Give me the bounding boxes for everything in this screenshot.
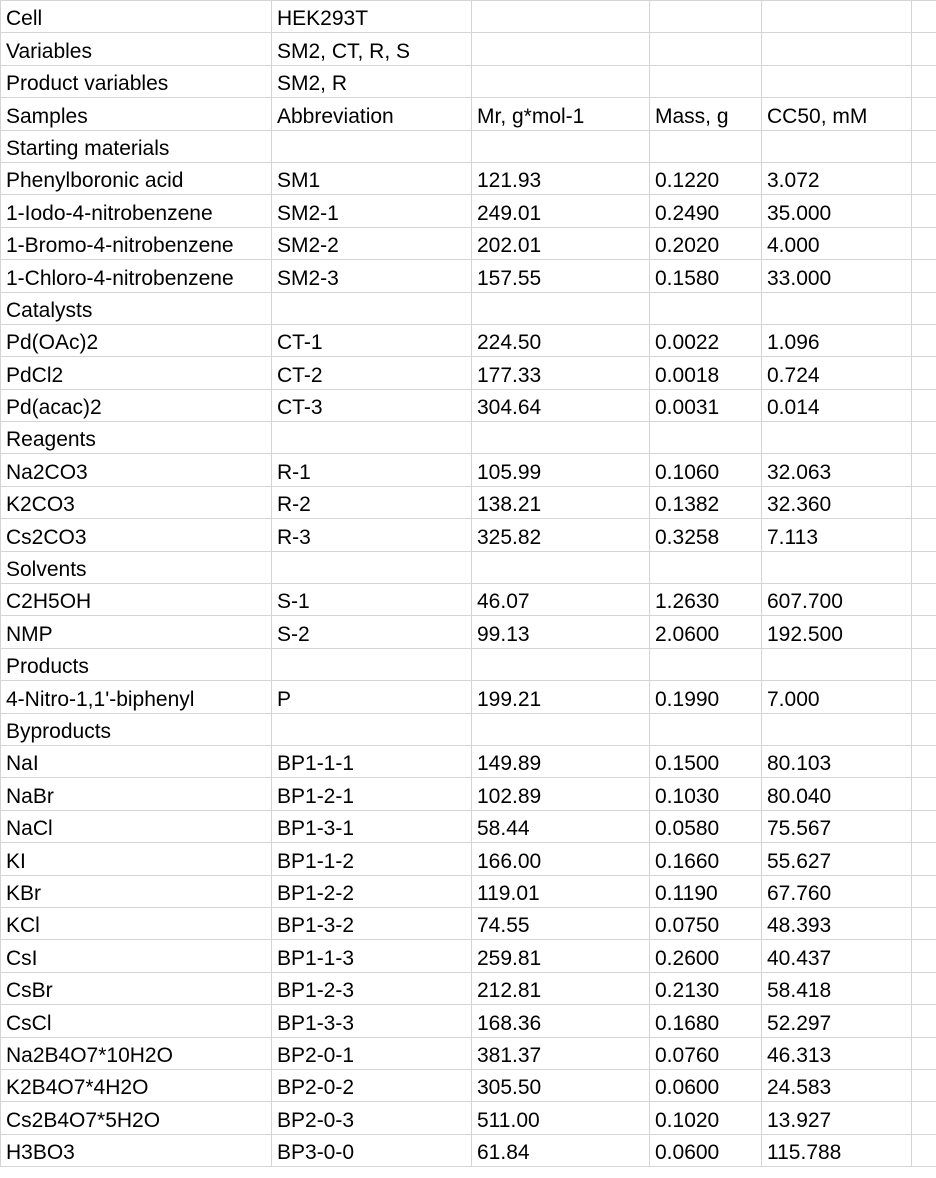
cell-extra[interactable] <box>912 907 936 939</box>
cell-molar-mass[interactable]: 119.01 <box>472 875 650 907</box>
cell-mass[interactable]: 0.2020 <box>650 227 762 259</box>
cell-cc50[interactable]: 52.297 <box>762 1005 912 1037</box>
cell-mass[interactable] <box>650 130 762 162</box>
cell-abbreviation[interactable]: SM2, R <box>272 65 472 97</box>
table-row <box>1 486 936 518</box>
cell-molar-mass[interactable] <box>472 551 650 583</box>
cell-molar-mass[interactable] <box>472 648 650 680</box>
cell-extra[interactable] <box>912 389 936 421</box>
cell-abbreviation[interactable]: SM2-3 <box>272 260 472 292</box>
cell-sample[interactable]: Catalysts <box>1 292 272 324</box>
cell-sample[interactable]: Cell <box>1 1 272 33</box>
cell-extra[interactable] <box>912 551 936 583</box>
cell-sample[interactable]: KI <box>1 843 272 875</box>
cell-cc50[interactable]: 80.103 <box>762 745 912 777</box>
table-row <box>1 130 936 162</box>
cell-molar-mass[interactable]: 157.55 <box>472 260 650 292</box>
cell-sample[interactable]: Byproducts <box>1 713 272 745</box>
cell-cc50[interactable]: 35.000 <box>762 195 912 227</box>
cell-mass[interactable]: 0.0750 <box>650 907 762 939</box>
cell-sample[interactable]: Na2B4O7*10H2O <box>1 1037 272 1069</box>
cell-cc50[interactable]: 115.788 <box>762 1134 912 1166</box>
cell-mass[interactable]: 0.3258 <box>650 519 762 551</box>
cell-molar-mass[interactable]: 212.81 <box>472 972 650 1004</box>
cell-sample[interactable]: K2B4O7*4H2O <box>1 1069 272 1101</box>
cell-mass[interactable] <box>650 648 762 680</box>
cell-abbreviation[interactable] <box>272 551 472 583</box>
table-row <box>1 1134 936 1166</box>
cell-mass[interactable]: 0.1680 <box>650 1005 762 1037</box>
cell-mass[interactable]: 0.2600 <box>650 940 762 972</box>
cell-abbreviation[interactable]: S-2 <box>272 616 472 648</box>
cell-sample[interactable]: 4-Nitro-1,1'-biphenyl <box>1 681 272 713</box>
cell-extra[interactable] <box>912 745 936 777</box>
table-row <box>1 745 936 777</box>
cell-mass[interactable]: 1.2630 <box>650 584 762 616</box>
cell-sample[interactable]: NMP <box>1 616 272 648</box>
cell-cc50[interactable] <box>762 713 912 745</box>
cell-cc50[interactable]: 55.627 <box>762 843 912 875</box>
cell-sample[interactable]: 1-Iodo-4-nitrobenzene <box>1 195 272 227</box>
cell-extra[interactable] <box>912 810 936 842</box>
cell-extra[interactable] <box>912 1102 936 1134</box>
cell-molar-mass[interactable] <box>472 65 650 97</box>
cell-cc50[interactable] <box>762 551 912 583</box>
cell-mass[interactable]: 0.1660 <box>650 843 762 875</box>
cell-cc50[interactable]: 46.313 <box>762 1037 912 1069</box>
cell-extra[interactable] <box>912 519 936 551</box>
cell-abbreviation[interactable]: BP1-2-3 <box>272 972 472 1004</box>
table-row <box>1 1005 936 1037</box>
cell-extra[interactable] <box>912 454 936 486</box>
table-row <box>1 519 936 551</box>
table-row <box>1 1069 936 1101</box>
cell-sample[interactable]: CsBr <box>1 972 272 1004</box>
cell-molar-mass[interactable]: 511.00 <box>472 1102 650 1134</box>
cell-extra[interactable] <box>912 65 936 97</box>
cell-sample[interactable]: NaCl <box>1 810 272 842</box>
cell-mass[interactable]: 0.0031 <box>650 389 762 421</box>
cell-extra[interactable] <box>912 875 936 907</box>
cell-mass[interactable]: 0.1990 <box>650 681 762 713</box>
cell-abbreviation[interactable]: R-1 <box>272 454 472 486</box>
cell-extra[interactable] <box>912 681 936 713</box>
cell-extra[interactable] <box>912 940 936 972</box>
cell-cc50[interactable]: 80.040 <box>762 778 912 810</box>
cell-mass[interactable] <box>650 713 762 745</box>
table-row <box>1 843 936 875</box>
cell-sample[interactable]: Pd(acac)2 <box>1 389 272 421</box>
cell-abbreviation[interactable]: BP2-0-3 <box>272 1102 472 1134</box>
cell-extra[interactable] <box>912 486 936 518</box>
cell-extra[interactable] <box>912 972 936 1004</box>
cell-abbreviation[interactable]: Abbreviation <box>272 98 472 130</box>
cell-mass[interactable]: 0.1500 <box>650 745 762 777</box>
cell-molar-mass[interactable]: Mr, g*mol-1 <box>472 98 650 130</box>
cell-abbreviation[interactable]: CT-2 <box>272 357 472 389</box>
cell-molar-mass[interactable]: 46.07 <box>472 584 650 616</box>
cell-extra[interactable] <box>912 357 936 389</box>
cell-cc50[interactable]: 1.096 <box>762 324 912 356</box>
cell-molar-mass[interactable] <box>472 1 650 33</box>
cell-mass[interactable]: 0.1020 <box>650 1102 762 1134</box>
cell-abbreviation[interactable] <box>272 713 472 745</box>
cell-sample[interactable]: NaI <box>1 745 272 777</box>
cell-molar-mass[interactable]: 249.01 <box>472 195 650 227</box>
table-row <box>1 324 936 356</box>
table-row <box>1 907 936 939</box>
cell-extra[interactable] <box>912 648 936 680</box>
cell-extra[interactable] <box>912 616 936 648</box>
cell-cc50[interactable]: 58.418 <box>762 972 912 1004</box>
cell-sample[interactable]: NaBr <box>1 778 272 810</box>
cell-mass[interactable] <box>650 33 762 65</box>
table-row <box>1 292 936 324</box>
cell-cc50[interactable]: 24.583 <box>762 1069 912 1101</box>
cell-molar-mass[interactable]: 121.93 <box>472 162 650 194</box>
cell-molar-mass[interactable]: 102.89 <box>472 778 650 810</box>
table-row <box>1 584 936 616</box>
cell-sample[interactable]: 1-Bromo-4-nitrobenzene <box>1 227 272 259</box>
cell-cc50[interactable] <box>762 65 912 97</box>
table-row <box>1 98 936 130</box>
cell-cc50[interactable] <box>762 292 912 324</box>
cell-molar-mass[interactable] <box>472 713 650 745</box>
cell-extra[interactable] <box>912 1037 936 1069</box>
cell-extra[interactable] <box>912 195 936 227</box>
cell-sample[interactable]: Solvents <box>1 551 272 583</box>
cell-molar-mass[interactable]: 149.89 <box>472 745 650 777</box>
cell-sample[interactable]: 1-Chloro-4-nitrobenzene <box>1 260 272 292</box>
table-row <box>1 551 936 583</box>
cell-mass[interactable]: 0.2490 <box>650 195 762 227</box>
cell-molar-mass[interactable]: 61.84 <box>472 1134 650 1166</box>
cell-mass[interactable] <box>650 1 762 33</box>
cell-abbreviation[interactable] <box>272 648 472 680</box>
cell-sample[interactable]: K2CO3 <box>1 486 272 518</box>
table-row <box>1 940 936 972</box>
cell-sample[interactable]: Na2CO3 <box>1 454 272 486</box>
cell-abbreviation[interactable]: P <box>272 681 472 713</box>
cell-extra[interactable] <box>912 292 936 324</box>
table-row <box>1 778 936 810</box>
cell-sample[interactable]: Pd(OAc)2 <box>1 324 272 356</box>
cell-abbreviation[interactable]: SM2, CT, R, S <box>272 33 472 65</box>
cell-molar-mass[interactable] <box>472 422 650 454</box>
cell-abbreviation[interactable]: BP3-0-0 <box>272 1134 472 1166</box>
cell-cc50[interactable]: 3.072 <box>762 162 912 194</box>
cell-sample[interactable]: Samples <box>1 98 272 130</box>
cell-molar-mass[interactable]: 259.81 <box>472 940 650 972</box>
cell-mass[interactable]: 0.0600 <box>650 1069 762 1101</box>
cell-sample[interactable]: Variables <box>1 33 272 65</box>
cell-abbreviation[interactable]: SM1 <box>272 162 472 194</box>
cell-molar-mass[interactable] <box>472 130 650 162</box>
cell-cc50[interactable]: 0.724 <box>762 357 912 389</box>
cell-molar-mass[interactable]: 304.64 <box>472 389 650 421</box>
cell-sample[interactable]: Reagents <box>1 422 272 454</box>
cell-mass[interactable]: 0.1220 <box>650 162 762 194</box>
cell-cc50[interactable] <box>762 422 912 454</box>
cell-abbreviation[interactable]: BP2-0-2 <box>272 1069 472 1101</box>
cell-cc50[interactable]: 32.063 <box>762 454 912 486</box>
cell-extra[interactable] <box>912 130 936 162</box>
table-row <box>1 227 936 259</box>
cell-extra[interactable] <box>912 98 936 130</box>
cell-sample[interactable]: Cs2CO3 <box>1 519 272 551</box>
cell-cc50[interactable]: 13.927 <box>762 1102 912 1134</box>
table-row <box>1 648 936 680</box>
cell-mass[interactable] <box>650 422 762 454</box>
cell-molar-mass[interactable]: 325.82 <box>472 519 650 551</box>
table-row <box>1 810 936 842</box>
table-row <box>1 162 936 194</box>
cell-extra[interactable] <box>912 260 936 292</box>
table-row <box>1 972 936 1004</box>
cell-extra[interactable] <box>912 778 936 810</box>
table-row <box>1 1037 936 1069</box>
cell-mass[interactable]: 0.2130 <box>650 972 762 1004</box>
cell-mass[interactable] <box>650 551 762 583</box>
cell-extra[interactable] <box>912 33 936 65</box>
cell-molar-mass[interactable]: 177.33 <box>472 357 650 389</box>
cell-molar-mass[interactable]: 105.99 <box>472 454 650 486</box>
table-row <box>1 260 936 292</box>
cell-mass[interactable]: 0.1382 <box>650 486 762 518</box>
cell-extra[interactable] <box>912 1134 936 1166</box>
table-row <box>1 713 936 745</box>
cell-abbreviation[interactable]: BP1-3-1 <box>272 810 472 842</box>
cell-extra[interactable] <box>912 584 936 616</box>
table-row <box>1 616 936 648</box>
cell-molar-mass[interactable]: 199.21 <box>472 681 650 713</box>
cell-mass[interactable]: 0.0600 <box>650 1134 762 1166</box>
cell-cc50[interactable]: 192.500 <box>762 616 912 648</box>
cell-abbreviation[interactable]: BP1-3-3 <box>272 1005 472 1037</box>
cell-abbreviation[interactable]: BP1-2-2 <box>272 875 472 907</box>
cell-abbreviation[interactable]: CT-1 <box>272 324 472 356</box>
cell-molar-mass[interactable] <box>472 292 650 324</box>
cell-extra[interactable] <box>912 162 936 194</box>
cell-cc50[interactable] <box>762 130 912 162</box>
cell-extra[interactable] <box>912 843 936 875</box>
cell-cc50[interactable]: 4.000 <box>762 227 912 259</box>
table-row <box>1 875 936 907</box>
cell-sample[interactable]: Starting materials <box>1 130 272 162</box>
cell-sample[interactable]: KBr <box>1 875 272 907</box>
cell-cc50[interactable]: 67.760 <box>762 875 912 907</box>
cell-sample[interactable]: CsCl <box>1 1005 272 1037</box>
cell-mass[interactable]: 0.0760 <box>650 1037 762 1069</box>
cell-mass[interactable]: 0.0580 <box>650 810 762 842</box>
cell-molar-mass[interactable]: 224.50 <box>472 324 650 356</box>
cell-cc50[interactable]: 48.393 <box>762 907 912 939</box>
cell-abbreviation[interactable] <box>272 422 472 454</box>
cell-abbreviation[interactable]: SM2-1 <box>272 195 472 227</box>
cell-abbreviation[interactable]: BP1-1-2 <box>272 843 472 875</box>
table-body <box>1 1 936 1167</box>
cell-cc50[interactable]: CC50, mM <box>762 98 912 130</box>
cell-mass[interactable]: 0.1030 <box>650 778 762 810</box>
cell-cc50[interactable] <box>762 33 912 65</box>
cell-molar-mass[interactable]: 168.36 <box>472 1005 650 1037</box>
cell-mass[interactable] <box>650 65 762 97</box>
cell-cc50[interactable]: 7.000 <box>762 681 912 713</box>
cell-sample[interactable]: C2H5OH <box>1 584 272 616</box>
cell-abbreviation[interactable]: S-1 <box>272 584 472 616</box>
cell-abbreviation[interactable]: BP1-1-1 <box>272 745 472 777</box>
table-row <box>1 33 936 65</box>
cell-extra[interactable] <box>912 422 936 454</box>
cell-cc50[interactable]: 40.437 <box>762 940 912 972</box>
cell-molar-mass[interactable] <box>472 33 650 65</box>
cell-molar-mass[interactable]: 305.50 <box>472 1069 650 1101</box>
cell-cc50[interactable]: 607.700 <box>762 584 912 616</box>
cell-cc50[interactable]: 32.360 <box>762 486 912 518</box>
cell-abbreviation[interactable]: BP2-0-1 <box>272 1037 472 1069</box>
table-row <box>1 195 936 227</box>
table-row <box>1 389 936 421</box>
cell-cc50[interactable] <box>762 648 912 680</box>
cell-extra[interactable] <box>912 713 936 745</box>
cell-sample[interactable]: CsI <box>1 940 272 972</box>
cell-cc50[interactable]: 33.000 <box>762 260 912 292</box>
cell-molar-mass[interactable]: 58.44 <box>472 810 650 842</box>
cell-mass[interactable]: Mass, g <box>650 98 762 130</box>
cell-extra[interactable] <box>912 1 936 33</box>
cell-mass[interactable]: 2.0600 <box>650 616 762 648</box>
cell-molar-mass[interactable]: 381.37 <box>472 1037 650 1069</box>
cell-sample[interactable]: H3BO3 <box>1 1134 272 1166</box>
cell-abbreviation[interactable]: HEK293T <box>272 1 472 33</box>
cell-mass[interactable]: 0.0022 <box>650 324 762 356</box>
cell-mass[interactable]: 0.0018 <box>650 357 762 389</box>
cell-sample[interactable]: Products <box>1 648 272 680</box>
cell-sample[interactable]: PdCl2 <box>1 357 272 389</box>
cell-extra[interactable] <box>912 1069 936 1101</box>
cell-extra[interactable] <box>912 1005 936 1037</box>
cell-cc50[interactable]: 75.567 <box>762 810 912 842</box>
cell-abbreviation[interactable]: BP1-3-2 <box>272 907 472 939</box>
cell-sample[interactable]: Product variables <box>1 65 272 97</box>
cell-cc50[interactable]: 7.113 <box>762 519 912 551</box>
table-row <box>1 1102 936 1134</box>
cell-abbreviation[interactable]: BP1-2-1 <box>272 778 472 810</box>
table-row <box>1 422 936 454</box>
table-row <box>1 454 936 486</box>
cell-molar-mass[interactable]: 99.13 <box>472 616 650 648</box>
cell-mass[interactable]: 0.1580 <box>650 260 762 292</box>
cell-cc50[interactable]: 0.014 <box>762 389 912 421</box>
cell-mass[interactable] <box>650 292 762 324</box>
cell-abbreviation[interactable]: SM2-2 <box>272 227 472 259</box>
table-row <box>1 357 936 389</box>
cell-abbreviation[interactable]: R-2 <box>272 486 472 518</box>
cell-extra[interactable] <box>912 227 936 259</box>
cell-molar-mass[interactable]: 74.55 <box>472 907 650 939</box>
cell-mass[interactable]: 0.1190 <box>650 875 762 907</box>
cell-abbreviation[interactable]: CT-3 <box>272 389 472 421</box>
cell-abbreviation[interactable] <box>272 130 472 162</box>
cell-abbreviation[interactable]: R-3 <box>272 519 472 551</box>
cell-abbreviation[interactable]: BP1-1-3 <box>272 940 472 972</box>
cell-sample[interactable]: KCl <box>1 907 272 939</box>
table-row <box>1 681 936 713</box>
cell-cc50[interactable] <box>762 1 912 33</box>
cell-molar-mass[interactable]: 166.00 <box>472 843 650 875</box>
table-row <box>1 1 936 33</box>
cell-sample[interactable]: Cs2B4O7*5H2O <box>1 1102 272 1134</box>
cell-molar-mass[interactable]: 138.21 <box>472 486 650 518</box>
cell-extra[interactable] <box>912 324 936 356</box>
cell-sample[interactable]: Phenylboronic acid <box>1 162 272 194</box>
table-row <box>1 65 936 97</box>
cell-mass[interactable]: 0.1060 <box>650 454 762 486</box>
cell-molar-mass[interactable]: 202.01 <box>472 227 650 259</box>
cell-abbreviation[interactable] <box>272 292 472 324</box>
